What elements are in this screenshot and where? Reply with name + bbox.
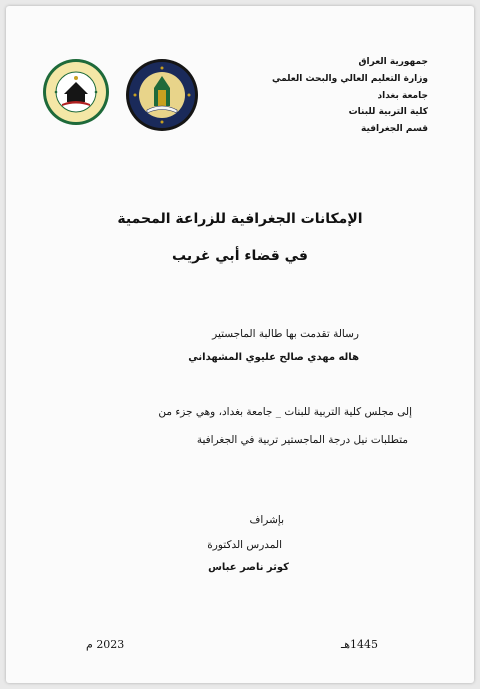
header-line-country: جمهورية العراق: [358, 57, 428, 67]
header-line-department: قسم الجغرافية: [361, 124, 428, 135]
submission-purpose-line2: متطلبات نيل درجة الماجستير تربية في الجغرافية: [196, 434, 408, 446]
thesis-cover-page: [6, 6, 474, 683]
institution-header: [271, 54, 428, 138]
header-line-college: كلية التربية للبنات: [348, 107, 428, 118]
supervisor-name: كوثر ناصر عباس: [208, 562, 289, 573]
submission-intro: رسالة تقدمت بها طالبة الماجستير: [212, 328, 359, 340]
gregorian-date: 2023 م: [86, 638, 125, 651]
student-name: هاله مهدي صالح عليوي المشهداني: [188, 352, 359, 363]
supervisor-rank: المدرس الدكتورة: [207, 539, 282, 551]
college-of-education-for-women-seal-icon: [42, 58, 110, 126]
thesis-title-line1: الإمكانات الجغرافية للزراعة المحمية: [117, 211, 363, 227]
supervision-label: بإشراف: [249, 514, 284, 526]
university-of-baghdad-seal-icon: [125, 58, 199, 132]
header-line-university: جامعة بغداد: [377, 90, 428, 101]
thesis-title-line2: في قضاء أبي غريب: [172, 248, 308, 264]
hijri-date: 1445هـ: [341, 638, 379, 651]
submission-purpose-line1: إلى مجلس كلية التربية للبنات _ جامعة بغداد، وهي جزء من: [158, 406, 412, 418]
header-line-ministry: وزارة التعليم العالي والبحث العلمي: [271, 73, 428, 84]
